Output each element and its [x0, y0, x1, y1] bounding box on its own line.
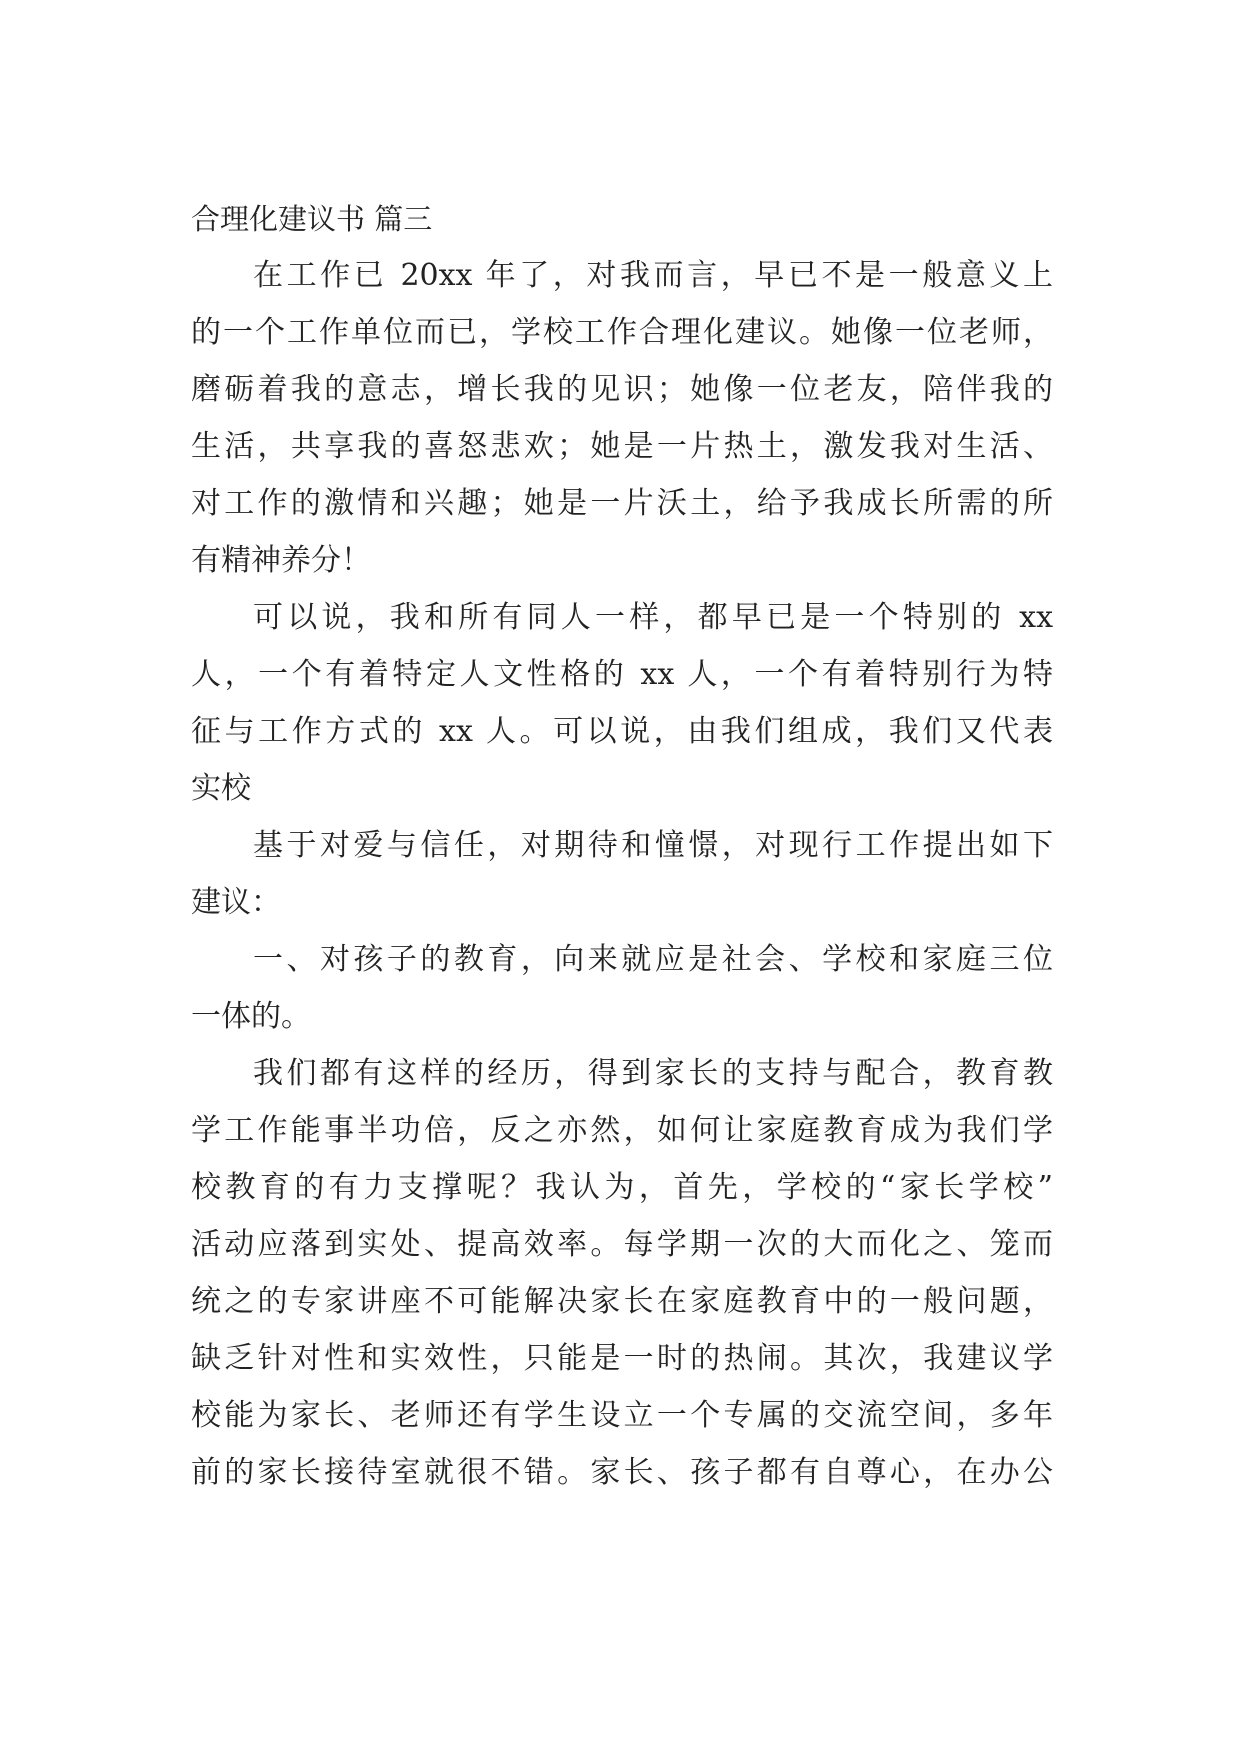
paragraph-line: 对工作的激情和兴趣；她是一片沃土，给予我成长所需的所: [191, 486, 1053, 521]
paragraph-line: 征与工作方式的 xx 人。可以说，由我们组成，我们又代表: [191, 714, 1053, 749]
paragraph-line: 可以说，我和所有同人一样，都早已是一个特别的 xx: [253, 600, 1053, 635]
paragraph-line: 的一个工作单位而已，学校工作合理化建议。她像一位老师，: [191, 315, 1053, 350]
paragraph-line: 统之的专家讲座不可能解决家长在家庭教育中的一般问题，: [191, 1284, 1053, 1319]
paragraph-line: 实校: [191, 771, 251, 806]
paragraph-line: 一、对孩子的教育，向来就应是社会、学校和家庭三位: [253, 942, 1053, 977]
paragraph-line: 磨砺着我的意志，增长我的见识；她像一位老友，陪伴我的: [191, 372, 1053, 407]
paragraph-line: 人，一个有着特定人文性格的 xx 人，一个有着特别行为特: [191, 657, 1053, 692]
paragraph-line: 校能为家长、老师还有学生设立一个专属的交流空间，多年: [191, 1398, 1053, 1433]
paragraph-line: 一体的。: [191, 999, 311, 1034]
paragraph-line: 基于对爱与信任，对期待和憧憬，对现行工作提出如下: [253, 828, 1053, 863]
paragraph-line: 校教育的有力支撑呢？我认为，首先，学校的“家长学校”: [191, 1170, 1053, 1205]
paragraph-line: 前的家长接待室就很不错。家长、孩子都有自尊心，在办公: [191, 1455, 1053, 1490]
paragraph-line: 我们都有这样的经历，得到家长的支持与配合，教育教: [253, 1056, 1053, 1091]
paragraph-line: 生活，共享我的喜怒悲欢；她是一片热土，激发我对生活、: [191, 429, 1053, 464]
paragraph-line: 在工作已 20xx 年了，对我而言，早已不是一般意义上: [253, 258, 1053, 293]
document-title: 合理化建议书 篇三: [191, 202, 433, 236]
paragraph-line: 缺乏针对性和实效性，只能是一时的热闹。其次，我建议学: [191, 1341, 1053, 1376]
paragraph-line: 活动应落到实处、提高效率。每学期一次的大而化之、笼而: [191, 1227, 1053, 1262]
paragraph-line: 学工作能事半功倍，反之亦然，如何让家庭教育成为我们学: [191, 1113, 1053, 1148]
paragraph-line: 有精神养分！: [191, 543, 371, 578]
paragraph-line: 建议：: [191, 885, 281, 920]
